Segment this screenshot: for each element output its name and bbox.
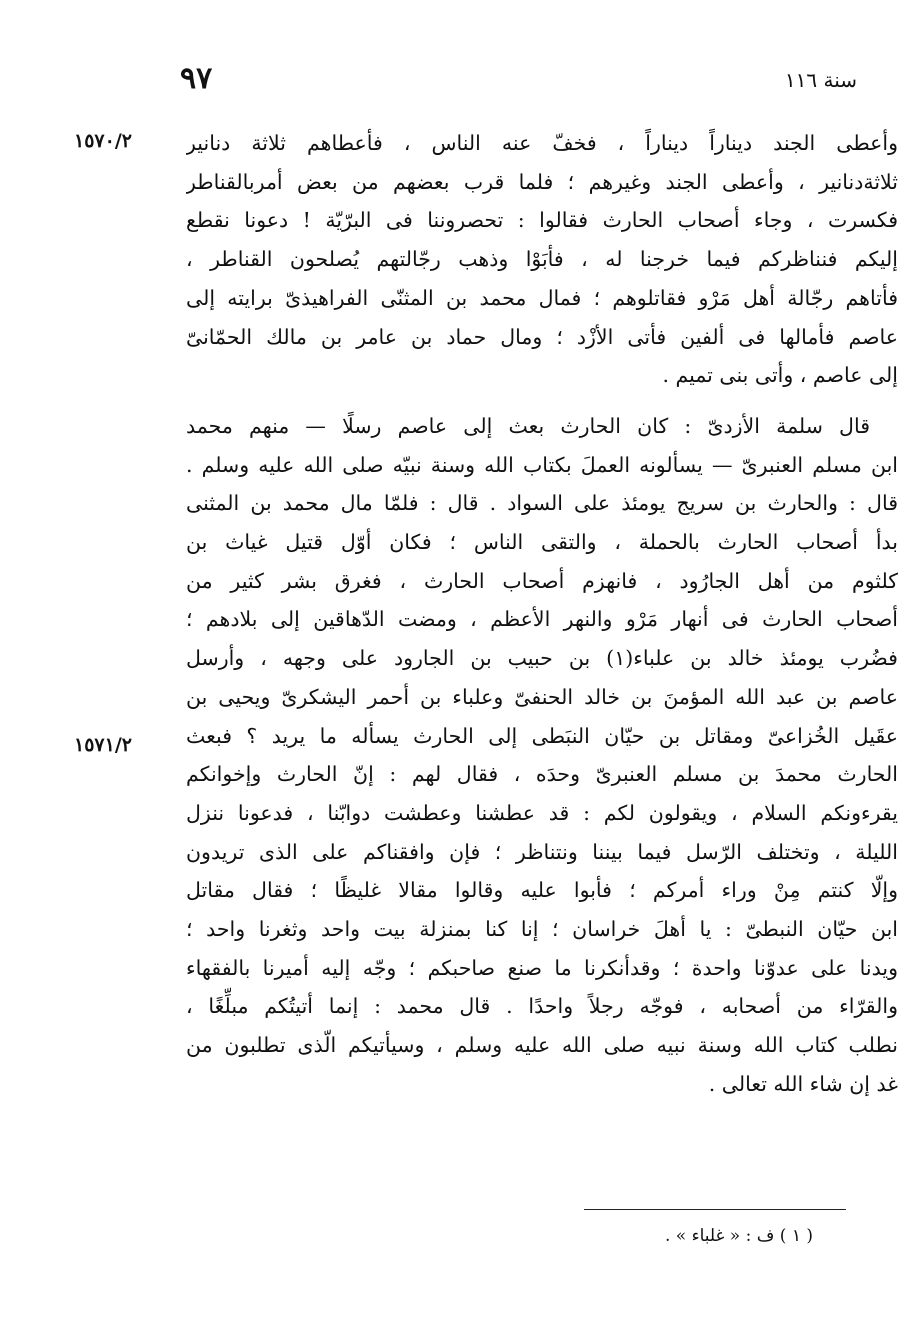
text-line: إلى عاصم ، وأتى بنى تميم . [662,363,898,388]
text-line: ويدنا على عدوّنا واحدة ؛ وقدأنكرنا ما صنع صاحبكم ؛ وجّه إليه أميرنا بالفقهاء [186,955,898,980]
text-line: قال : والحارث بن سريج يومئذ على السواد . قال : فلمّا مال محمد بن المثنى [186,491,898,516]
margin-reference: ١٥٧١/٢ [74,734,132,756]
text-line: قال سلمة الأزدىّ : كان الحارث بعث إلى عاصم رسلًا — منهم محمد [186,413,870,438]
text-line: ابن مسلم العنبرىّ — يسألونه العملَ بكتاب الله وسنة نبيّه صلى الله عليه وسلم . [186,452,898,477]
text-line: بدأ أصحاب الحارث بالحملة ، والتقى الناس ؛ فكان أوّل قتيل غياث بن [186,530,898,555]
text-line: فأتاهم رجّالة أهل مَرْو فقاتلوهم ؛ فمال محمد بن المثنّى الفراهيذىّ برايته إلى [186,285,898,310]
text-line: وأعطى الجند ديناراً ديناراً ، فخفّ عنه الناس ، فأعطاهم ثلاثة دنانير [186,131,898,155]
text-line: الليلة ، وتختلف الرّسل فيما بيننا ونتناظر ؛ فإن وافقناكم على الذى تريدون [186,839,898,864]
footnote: ( ١ ) ف : « غلباء » . [664,1226,813,1246]
text-line: عاصم فأمالها فى ألفين فأتى الأزْد ؛ ومال حماد بن عامر بن مالك الحمّانىّ [186,324,898,349]
main-text [186,124,898,1116]
text-line: غد إن شاء الله تعالى . [708,1071,898,1096]
text-line: فكسرت ، وجاء أصحاب الحارث فقالوا : تحصروننا فى البرّيّة ! دعونا نقطع [186,208,898,233]
text-line: عاصم بن عبد الله المؤمنَ بن خالد الحنفىّ وعلباء بن أحمر اليشكرىّ ويحيى بن [186,684,898,709]
margin-reference: ١٥٧٠/٢ [74,130,132,152]
text-line: والقرّاء من أصحابه ، فوجّه رجلاً واحدًا . قال محمد : إنما أتيتُكم مبلِّغًا ، [186,994,898,1019]
text-line: عقَيل الخُزاعىّ ومقاتل بن حيّان النبَطى إلى الحارث يسأله ما يريد ؟ فبعث [186,723,898,748]
running-header-year: سنة ١١٦ [784,68,857,92]
text-line: ثلاثةدنانير ، وأعطى الجند وغيرهم ؛ فلما قرب بعضهم من بعض أمربالقناطر [186,169,898,194]
footnote-divider [584,1209,846,1210]
text-line: نطلب كتاب الله وسنة نبيه صلى الله عليه وسلم ، وسيأتيكم الّذى تطلبون من [186,1033,898,1058]
page-number: ٩٧ [180,61,213,96]
text-line: الحارث محمدَ بن مسلم العنبرىّ وحدَه ، فقال لهم : إنّ الحارث وإخوانكم [186,762,898,787]
text-line: يقرءونكم السلام ، ويقولون لكم : قد عطشنا وعطشت دوابّنا ، فدعونا ننزل [186,800,898,825]
text-line: وإلّا كنتم مِنْ وراء أمركم ؛ فأبوا عليه وقالوا مقالا غليظًا ؛ فقال مقاتل [186,878,898,903]
paragraph [186,407,898,1104]
text-line: كلثوم من أهل الجارُود ، فانهزم أصحاب الحارث ، فغرق بشر كثير من [186,568,898,593]
text-line: إليكم فنناظركم فيما خرجنا له ، فأبَوْا وذهب رجّالتهم يُصلحون القناطر ، [186,247,898,272]
text-line: أصحاب الحارث فى أنهار مَرْو والنهر الأعظم ، ومضت الدّهاقين إلى بلادهم ؛ [186,607,898,632]
text-line: فضُرب يومئذ خالد بن علباء(١) بن حبيب بن الجارود على وجهه ، وأرسل [186,646,898,671]
paragraph [186,124,898,395]
text-line: ابن حيّان النبطىّ : يا أهلَ خراسان ؛ إنا كنا بمنزلة بيت واحد وثغرنا واحد ؛ [186,917,898,942]
